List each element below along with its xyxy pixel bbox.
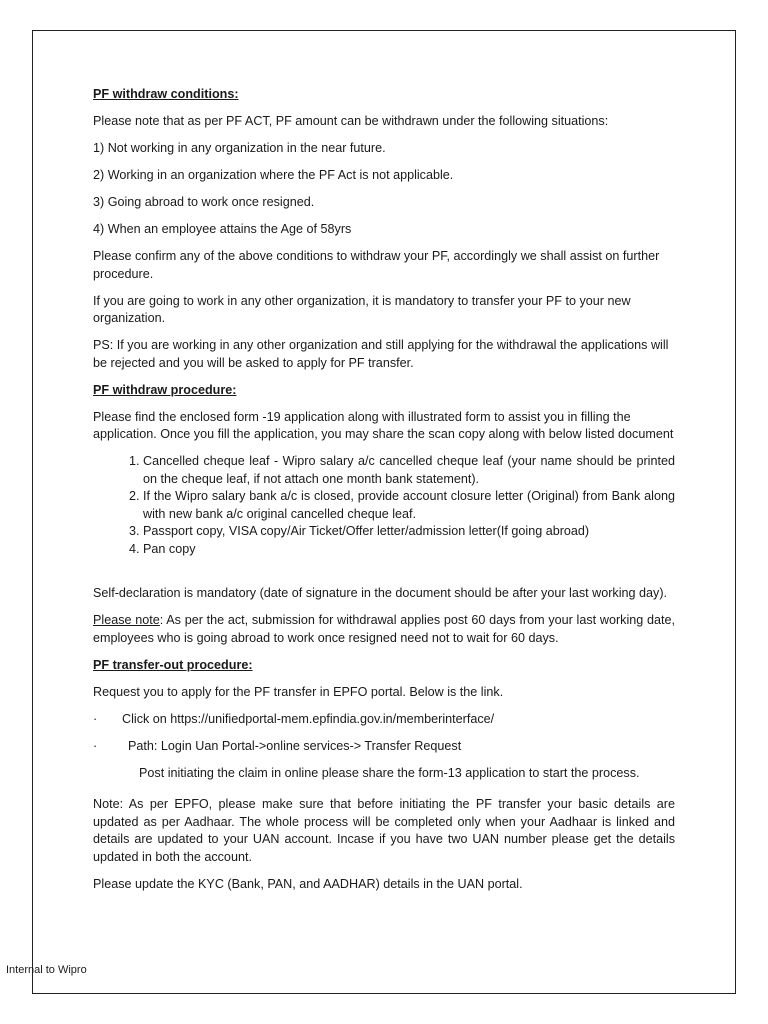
bullet-icon: ·	[93, 711, 98, 726]
path-bullet-item	[93, 738, 675, 756]
document-item: 1. Cancelled cheque leaf - Wipro salary a/c cancelled cheque leaf (your name should be printed on the cheque leaf, if not attach one month bank statement).	[143, 453, 675, 488]
withdraw-conditions-intro: Please note that as per PF ACT, PF amount can be withdrawn under the following situations:	[93, 114, 609, 128]
withdraw-conditions-heading: PF withdraw conditions:	[93, 87, 239, 101]
withdraw-procedure-heading: PF withdraw procedure:	[93, 382, 237, 397]
portal-path-text: Path: Login Uan Portal->online services-> Transfer Request	[128, 738, 462, 753]
bullet-icon: ·	[93, 738, 98, 753]
confirm-paragraph: Please confirm any of the above conditions to withdraw your PF, accordingly we shall assist on further procedure.	[93, 249, 660, 281]
condition-item: 4) When an employee attains the Age of 58yrs	[93, 222, 352, 236]
link-bullet-item	[93, 711, 675, 729]
transfer-procedure-heading: PF transfer-out procedure:	[93, 657, 253, 672]
document-item: 4. Pan copy	[143, 541, 675, 559]
post-claim-paragraph: Post initiating the claim in online please share the form-13 application to start the process.	[139, 765, 640, 780]
please-note-label: Please note	[93, 613, 160, 627]
epfo-note-paragraph: Note: As per EPFO, please make sure that before initiating the PF transfer your basic details are updated as per Aadhaar. The whole process will be completed only when your Aadhaar is linked and details are updated to your UAN account. Incase if you have two UAN number please get the details updated in both the account.	[93, 797, 675, 864]
document-item: 3. Passport copy, VISA copy/Air Ticket/Offer letter/admission letter(If going abroad)	[143, 523, 675, 541]
please-note-text: : As per the act, submission for withdrawal applies post 60 days from your last working date, employees who is going abroad to work once resigned need not to wait for 60 days.	[93, 613, 675, 645]
ps-paragraph: PS: If you are working in any other organization and still applying for the withdrawal the applications will be rejected and you will be asked to apply for PF transfer.	[93, 338, 669, 370]
condition-item: 3) Going abroad to work once resigned.	[93, 195, 315, 209]
transfer-mandatory-paragraph: If you are going to work in any other organization, it is mandatory to transfer your PF to your new organization.	[93, 293, 631, 325]
condition-item: 1) Not working in any organization in the near future.	[93, 141, 386, 155]
please-note-paragraph	[93, 612, 675, 647]
transfer-procedure-intro: Request you to apply for the PF transfer in EPFO portal. Below is the link.	[93, 684, 504, 699]
document-body	[93, 86, 675, 903]
kyc-paragraph: Please update the KYC (Bank, PAN, and AADHAR) details in the UAN portal.	[93, 876, 523, 891]
epfo-link[interactable]: Click on https://unifiedportal-mem.epfindia.gov.in/memberinterface/	[122, 711, 495, 726]
classification-label: Internal to Wipro	[6, 964, 87, 976]
withdraw-procedure-intro: Please find the enclosed form -19 application along with illustrated form to assist you in filling the application. Once you fill the application, you may share the scan copy along with below listed document	[93, 409, 674, 441]
documents-list	[93, 453, 675, 558]
condition-item: 2) Working in an organization where the PF Act is not applicable.	[93, 168, 454, 182]
document-item: 2. If the Wipro salary bank a/c is closed, provide account closure letter (Original) from Bank along with new bank a/c original cancelled cheque leaf.	[143, 488, 675, 523]
self-declaration-paragraph: Self-declaration is mandatory (date of signature in the document should be after your last working day).	[93, 586, 668, 600]
